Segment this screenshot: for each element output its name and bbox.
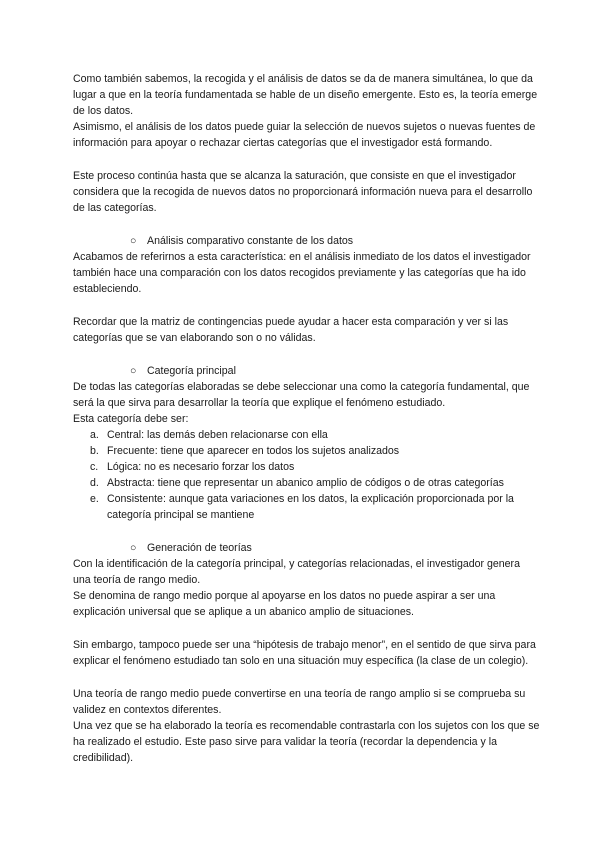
criteria-list (73, 427, 540, 523)
heading-text: Categoría principal (147, 365, 236, 377)
paragraph: Este proceso continúa hasta que se alcanza la saturación, que consiste en que el investigador considera que la recogida de nuevos datos no proporcionará información nueva para el desarrollo de las categorías. (73, 170, 533, 214)
circle-bullet-icon: ○ (130, 542, 137, 554)
section-heading-generacion (130, 540, 540, 556)
list-item: d. Abstracta: tiene que representar un abanico amplio de códigos o de otras categorías (90, 477, 504, 489)
list-item: a. Central: las demás deben relacionarse con ella (90, 429, 328, 441)
paragraph: Como también sabemos, la recogida y el análisis de datos se da de manera simultánea, lo que da lugar a que en la teoría fundamentada se hable de un diseño emergente. Esto es, la teoría emerge de los datos. (73, 73, 538, 117)
paragraph: Se denomina de rango medio porque al apoyarse en los datos no puede aspirar a ser una explicación universal que se aplique a un abanico amplio de situaciones. (73, 590, 496, 618)
paragraph: Acabamos de referirnos a esta característica: en el análisis inmediato de los datos el investigador también hace una comparación con los datos recogidos previamente y las categorías que ha ido estableciendo. (73, 251, 531, 295)
paragraph: Con la identificación de la categoría principal, y categorías relacionadas, el investigador genera una teoría de rango medio. (73, 558, 520, 586)
paragraph: Sin embargo, tampoco puede ser una “hipótesis de trabajo menor”, en el sentido de que sirva para explicar el fenómeno estudiado tan solo en una situación muy específica (la clase de un colegio). (73, 639, 536, 667)
paragraph: Esta categoría debe ser: (73, 413, 189, 425)
paragraph: Una vez que se ha elaborado la teoría es recomendable contrastarla con los sujetos con los que se ha realizado el estudio. Este paso sirve para validar la teoría (recordar la dependencia y la credibilidad). (73, 720, 540, 764)
heading-text: Análisis comparativo constante de los datos (147, 235, 354, 247)
list-item: c. Lógica: no es necesario forzar los datos (90, 461, 295, 473)
section-heading-comparativo (130, 233, 540, 249)
list-item: b. Frecuente: tiene que aparecer en todos los sujetos analizados (90, 445, 400, 457)
paragraph: Recordar que la matriz de contingencias puede ayudar a hacer esta comparación y ver si las categorías que se van elaborando son o no válidas. (73, 316, 509, 344)
circle-bullet-icon: ○ (130, 365, 137, 377)
paragraph: Una teoría de rango medio puede convertirse en una teoría de rango amplio si se comprueba su validez en contextos diferentes. (73, 688, 526, 716)
circle-bullet-icon: ○ (130, 235, 137, 247)
paragraph: De todas las categorías elaboradas se debe seleccionar una como la categoría fundamental, que será la que sirva para desarrollar la teoría que explique el fenómeno estudiado. (73, 381, 530, 409)
heading-text: Generación de teorías (147, 542, 252, 554)
paragraph: Asimismo, el análisis de los datos puede guiar la selección de nuevos sujetos o nuevas fuentes de información para apoyar o rechazar ciertas categorías que el investigador está formando. (73, 121, 536, 149)
list-item: e. Consistente: aunque gata variaciones en los datos, la explicación proporcionada por la categoría principal se mantiene (90, 493, 514, 521)
section-heading-principal (130, 363, 540, 379)
